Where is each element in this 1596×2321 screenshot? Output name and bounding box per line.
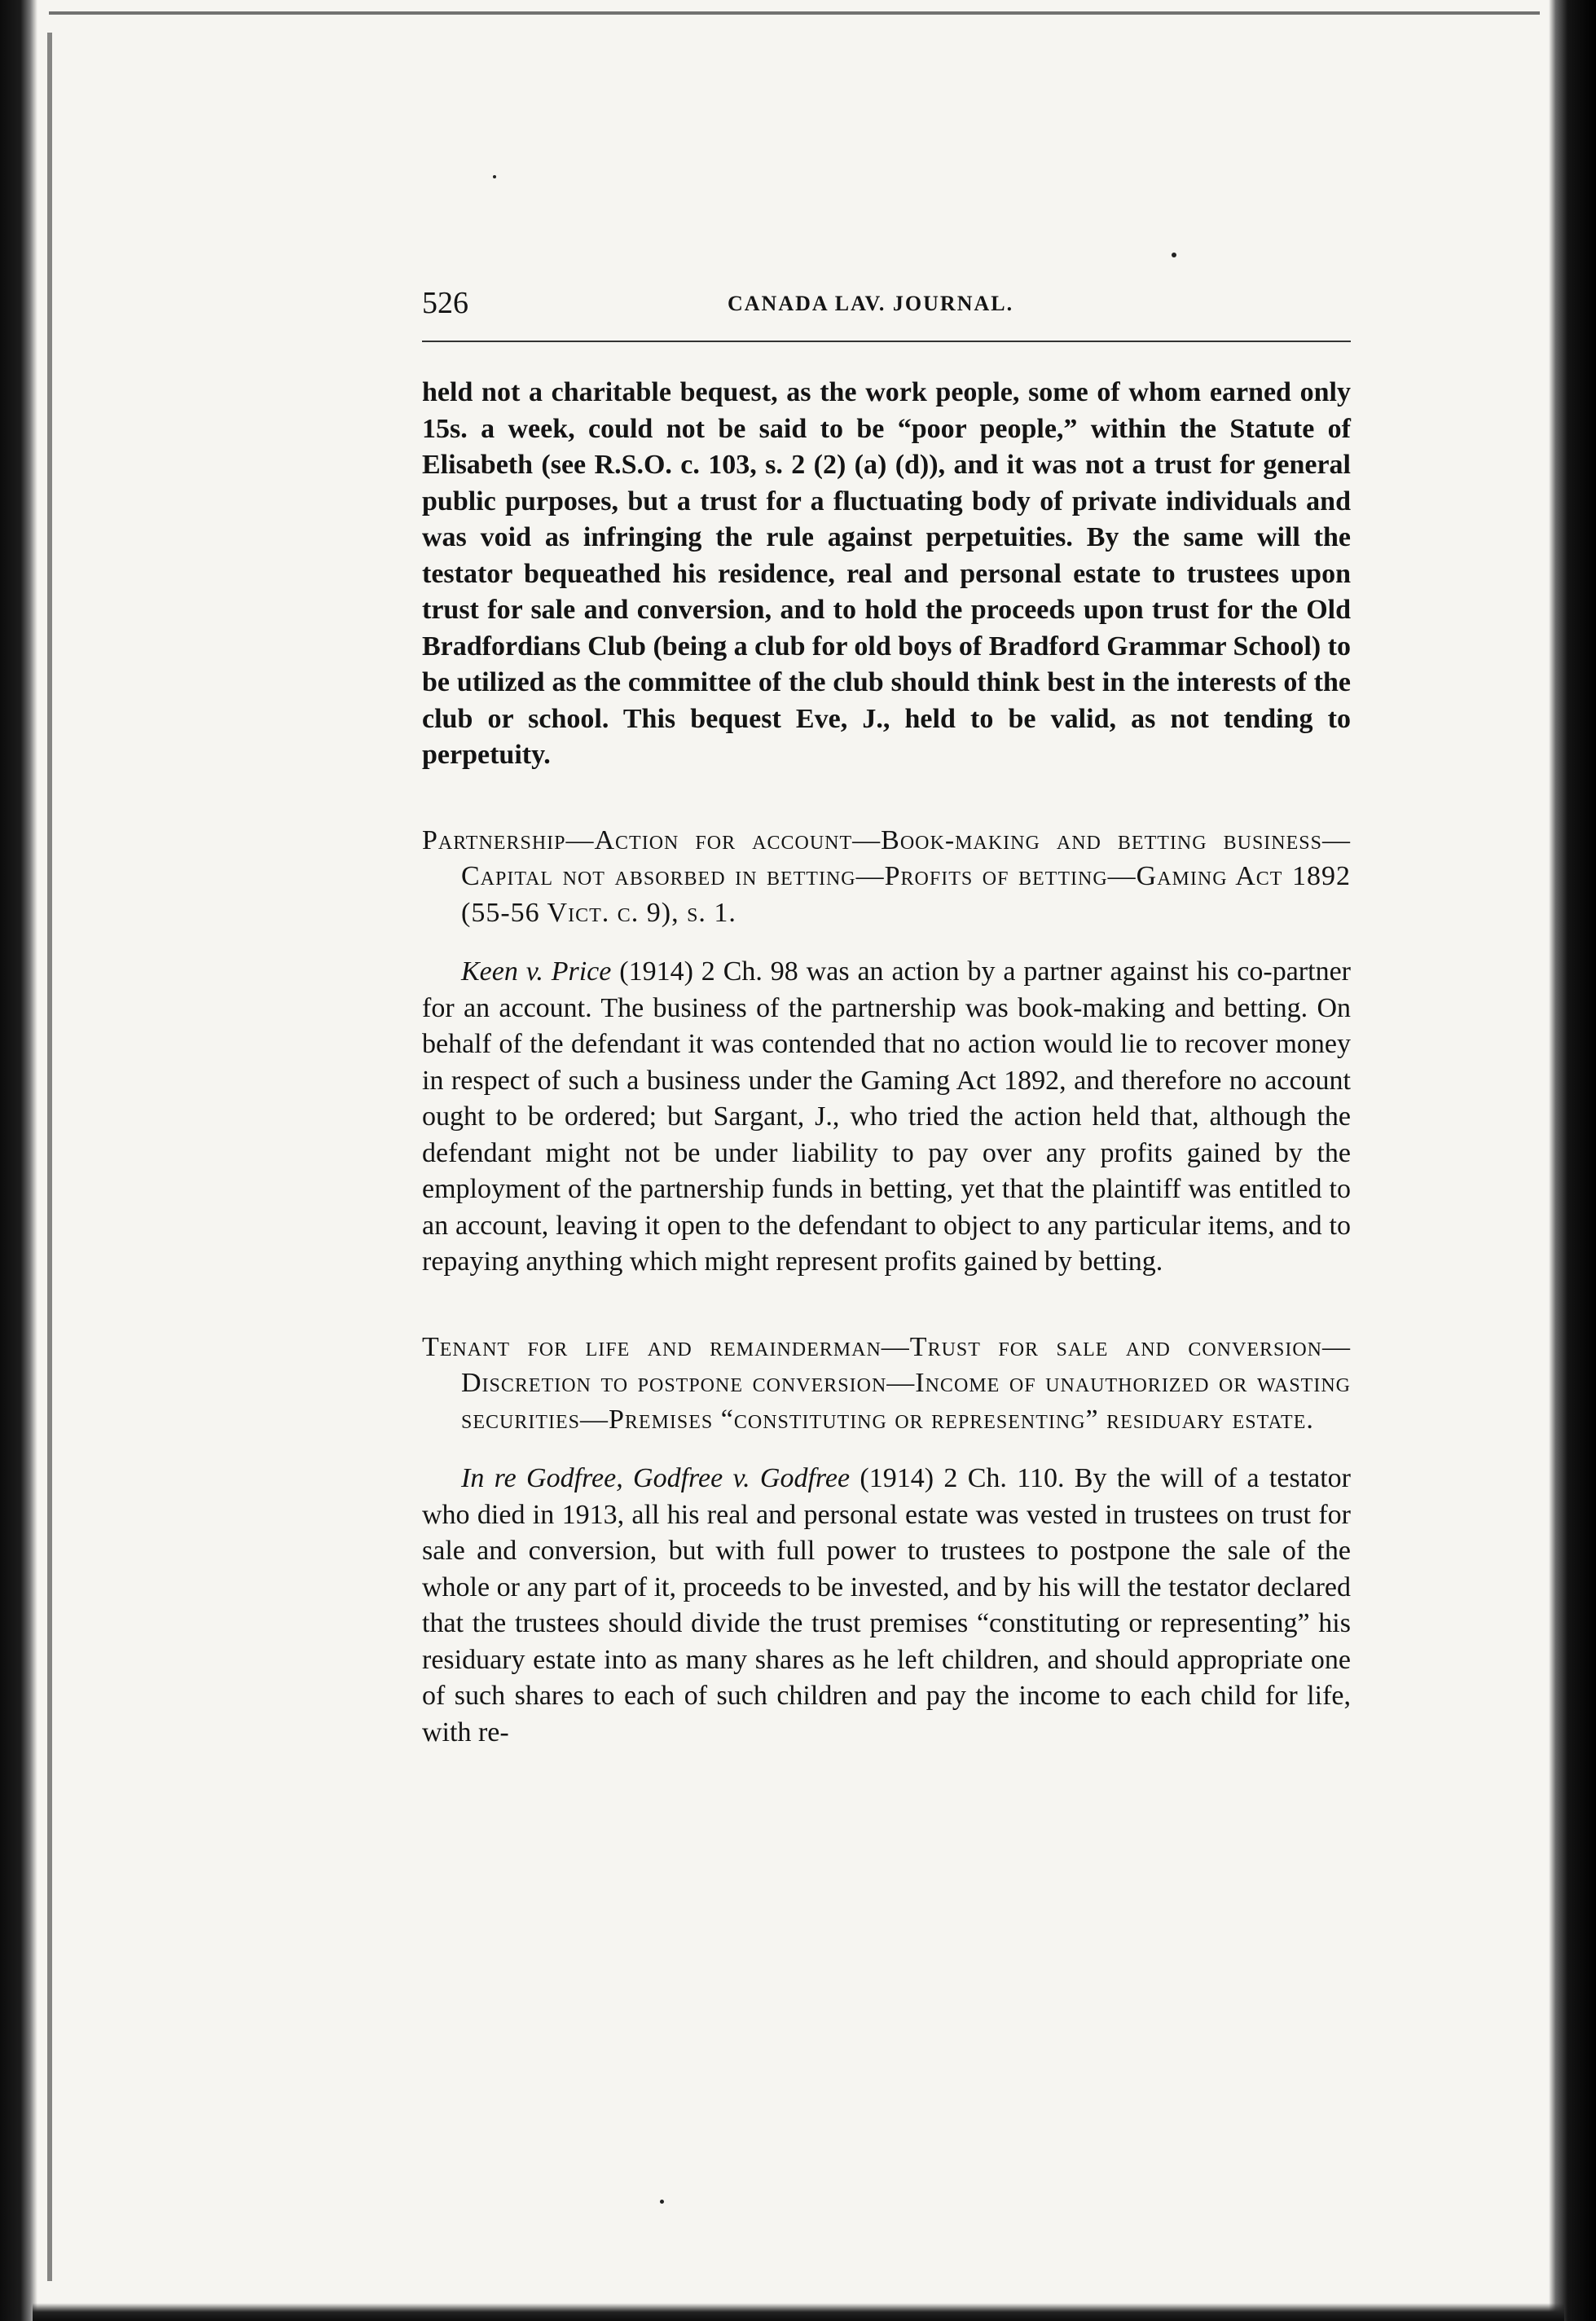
heading-tenant-for-life: Tenant for life and remainderman—Trust for sale and conversion—Discretion to postpone conversion—Income of unauthorized or wasting securities—Premises “constituting or representing” residuary estate. [422,1331,1351,1435]
header-rule [422,341,1351,342]
case-name-keen-v-price: Keen v. Price [461,956,612,987]
spacer [422,1438,1351,1461]
case-name-godfree: In re Godfree, Godfree v. Godfree [461,1463,851,1493]
body-text [422,375,1351,1751]
spacer [422,774,1351,823]
scan-edge-top [49,11,1540,15]
heading-partnership: Partnership—Action for account—Book-making and betting business—Capital not absorbed in betting—Profits of betting—Gaming Act 1892 (55-56 Vict. c. 9), s. 1. [422,824,1351,928]
case-text-godfree: (1914) 2 Ch. 110. By the will of a testator who died in 1913, all his real and personal estate was vested in trustees on trust for sale and conversion, but with full power to trustees to postpone the sale of the whole or any part of it, proceeds to be invested, and by his will the testator declared that the trustees should divide the trust premises “constituting or representing” his residuary estate into as many shares as he left children, and should appropriate one of such shares to each of such children and pay the income to each child for life, with re- [422,1463,1352,1747]
spacer [422,931,1351,954]
journal-page [422,277,1352,1747]
scan-speck [1172,253,1176,257]
binding-shadow [47,33,52,2281]
paragraph-godfree [422,1461,1351,1751]
scan-speck [493,175,496,178]
case-text-keen-v-price: (1914) 2 Ch. 98 was an action by a partner against his co-partner for an account. The business of the partnership was book-making and betting. On behalf of the defendant it was contended that no action would lie to recover money in respect of such a business under the Gaming Act 1892, and therefore no account ought to be ordered; but Sargant, J., who tried the action held that, although the defendant might not be under liability to pay over any profits gained by the employment of the partnership funds in betting, yet that the plaintiff was entitled to an account, leaving it open to the defendant to object to any particular items, and to repaying anything which might represent profits gained by betting. [422,956,1351,1277]
scan-edge-left [0,0,37,2321]
paragraph-charitable-bequest: held not a charitable bequest, as the work people, some of whom earned only 15s. a week, could not be said to be “poor people,” within the Statute of Elisabeth (see R.S.O. c. 103, s. 2 (2) (a) (d)), and it was not a trust for general public purposes, but a trust for a fluctuating body of private individuals and was void as infringing the rule against perpetuities. By the same will the testator bequeathed his residence, real and personal estate to trustees upon trust for sale and conversion, and to hold the proceeds upon trust for the Old Bradfordians Club (being a club for old boys of Bradford Grammar School) to be utilized as the committee of the club should think best in the interests of the club or school. This bequest Eve, J., held to be valid, as not tending to perpetuity. [422,377,1351,770]
scan-edge-right [1549,0,1596,2321]
page-number: 526 [422,286,468,320]
scan-edge-bottom [33,2303,1564,2321]
running-head: CANADA LAV. JOURNAL. [728,292,1014,315]
page-header [422,277,1351,334]
scan-speck [660,2200,664,2204]
spacer [422,1281,1351,1330]
paragraph-keen-v-price [422,954,1351,1281]
